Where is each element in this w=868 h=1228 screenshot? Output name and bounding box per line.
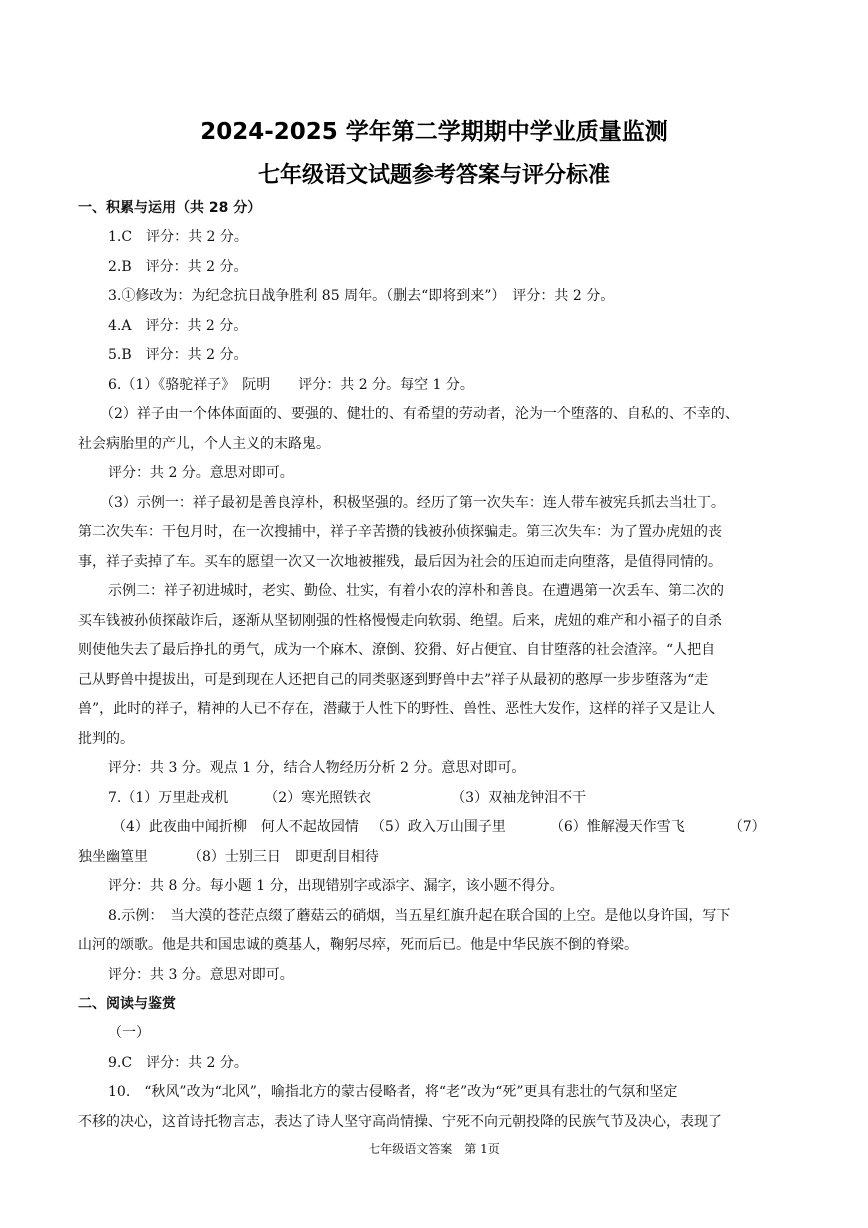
answer-q6-1: 6.（1）《骆驼祥子》 阮明 评分：共 2 分。每空 1 分。 bbox=[108, 376, 474, 393]
answer-q7-4: （4）此夜曲中闻折柳 何人不起故园情 bbox=[112, 819, 359, 835]
answer-q8-line2: 山河的颂歌。他是共和国忠诚的奠基人，鞠躬尽瘁，死而后已。他是中华民族不倒的脊梁。 bbox=[78, 937, 638, 953]
answer-q7-score: 评分：共 8 分。每小题 1 分，出现错别字或添字、漏字，该小题不得分。 bbox=[108, 878, 564, 894]
page-footer: 七年级语文答案 第 1页 bbox=[368, 1142, 500, 1156]
answer-q7-2: （2）寒光照铁衣 bbox=[264, 789, 372, 806]
answer-q6-example2-line1: 示例二：祥子初进城时，老实、勤俭、壮实，有着小农的淳朴和善良。在遭遇第一次丢车、第二次的 bbox=[108, 583, 724, 599]
answer-q10-line2: 不移的决心，这首诗托物言志，表达了诗人坚守高尚情操、宁死不向元朝投降的民族气节及决心，表现了 bbox=[78, 1113, 722, 1130]
answer-q6-2-line1: （2）祥子由一个体体面面的、要强的、健壮的、有希望的劳动者，沦为一个堕落的、自私的、不幸的、 bbox=[100, 406, 739, 422]
answer-q6-3-line2: 第二次失车：干包月时，在一次搜捕中，祥子辛苦攒的钱被孙侦探骗走。第三次失车：为了置办虎妞的丧 bbox=[78, 524, 722, 540]
section-heading-2: 二、阅读与鉴赏 bbox=[78, 996, 176, 1012]
answer-q6-3-line1: （3）示例一：祥子最初是善良淳朴，积极坚强的。经历了第一次失车：连人带车被宪兵抓去当壮丁。 bbox=[100, 494, 725, 511]
answer-q6-3-score: 评分：共 3 分。观点 1 分，结合人物经历分析 2 分。意思对即可。 bbox=[108, 760, 526, 776]
answer-q6-3-line3: 事，祥子卖掉了车。买车的愿望一次又一次地被摧残，最后因为社会的压迫而走向堕落，是值得同情的。 bbox=[78, 553, 722, 570]
answer-q6-example2-line5: 兽”，此时的祥子，精神的人已不存在，潜藏于人性下的野性、兽性、恶性大发作，这样的祥子又是让人 bbox=[78, 701, 716, 717]
answer-q1: 1.C 评分：共 2 分。 bbox=[108, 229, 248, 245]
answer-q6-example2-line4: 己从野兽中提拔出，可是到现在人还把自己的同类驱逐到野兽中去”祥子从最初的憨厚一步步堕落为“走 bbox=[78, 671, 709, 688]
answer-q7-6: （6）惟解漫天作雪飞 bbox=[549, 819, 685, 835]
answer-q7-3: （3）双袖龙钟泪不干 bbox=[451, 789, 587, 806]
answer-q7-7: （7） bbox=[728, 819, 766, 835]
answer-q6-2-score: 评分：共 2 分。意思对即可。 bbox=[108, 465, 294, 481]
answer-q7-1: 7.（1）万里赴戎机 bbox=[108, 789, 229, 806]
answer-q3: 3.①修改为：为纪念抗日战争胜利 85 周年。（删去“即将到来”） 评分：共 2 分。 bbox=[108, 288, 615, 304]
part-heading-1: （一） bbox=[108, 1025, 150, 1041]
answer-q5: 5.B 评分：共 2 分。 bbox=[108, 347, 248, 363]
answer-q7-5: （5）政入万山围子里 bbox=[370, 819, 506, 835]
answer-body bbox=[78, 194, 790, 1137]
answer-q6-example2-line6: 批判的。 bbox=[78, 730, 134, 747]
answer-q9: 9.C 评分：共 2 分。 bbox=[108, 1054, 248, 1071]
answer-q4: 4.A 评分：共 2 分。 bbox=[108, 317, 248, 334]
answer-q8-line1: 8.示例： 当大漠的苍茫点缀了蘑菇云的硝烟，当五星红旗升起在联合国的上空。是他以身许国，写下 bbox=[108, 907, 731, 924]
page-subtitle: 七年级语文试题参考答案与评分标准 bbox=[257, 163, 610, 188]
answer-q8-score: 评分：共 3 分。意思对即可。 bbox=[108, 966, 294, 983]
page-title: 2024-2025 学年第二学期期中学业质量监测 bbox=[200, 119, 668, 145]
answer-q7-8: （8）士别三日 即更刮目相待 bbox=[188, 848, 379, 865]
answer-q7-row2 bbox=[78, 813, 790, 843]
answer-q10-line1: 10. “秋风”改为“北风”，喻指北方的蒙古侵略者，将“老”改为“死”更具有悲壮的气氛和坚定 bbox=[108, 1084, 678, 1100]
answer-q2: 2.B 评分：共 2 分。 bbox=[108, 258, 248, 275]
answer-q7-row3 bbox=[78, 843, 790, 873]
answer-q6-example2-line3: 则使他失去了最后挣扎的勇气，成为一个麻木、潦倒、狡猾、好占便宜、自甘堕落的社会渣滓。“人把自 bbox=[78, 642, 716, 658]
answer-q7-7-text: 独坐幽篁里 bbox=[78, 848, 148, 865]
answer-q6-2-line2: 社会病胎里的产儿，个人主义的末路鬼。 bbox=[78, 435, 330, 452]
answer-q6-example2-line2: 买车钱被孙侦探敲诈后，逐渐从坚韧刚强的性格慢慢走向软弱、绝望。后来，虎妞的难产和小福子的自杀 bbox=[78, 612, 722, 629]
section-heading-1: 一、积累与运用（共 28 分） bbox=[78, 200, 262, 216]
answer-q7-row1 bbox=[78, 784, 790, 814]
